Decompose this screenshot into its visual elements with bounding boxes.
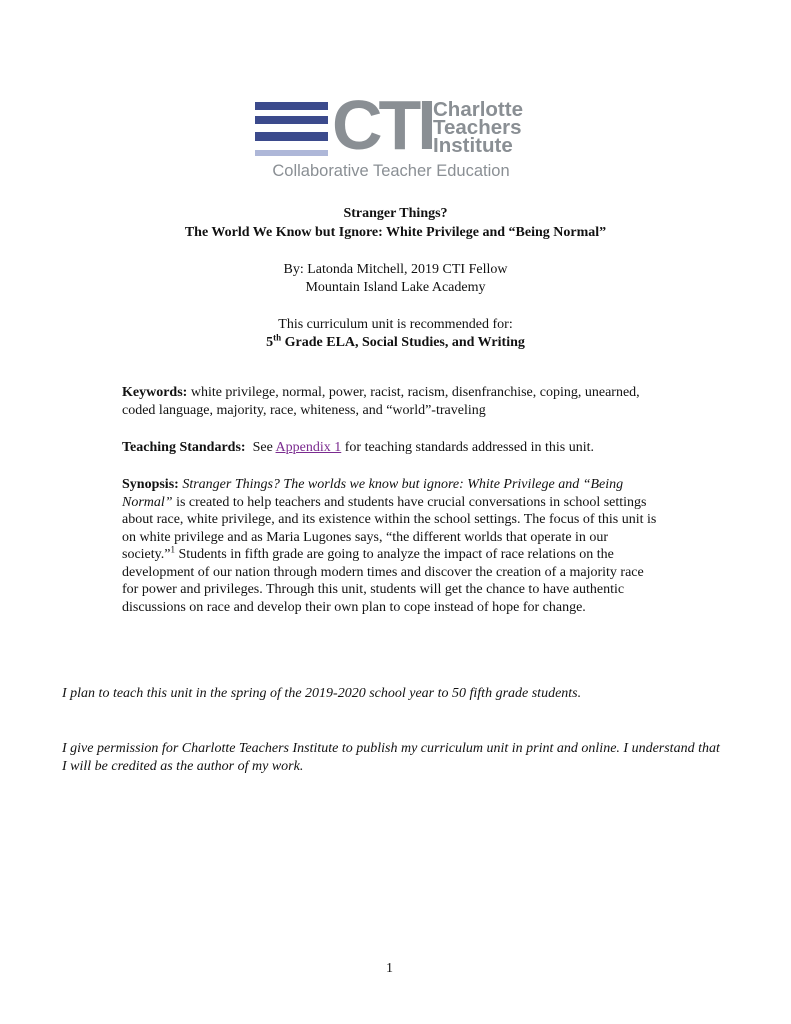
logo-word-teachers: Teachers [433,116,522,139]
title-line-1: Stranger Things? [343,206,448,221]
page-number: 1 [386,961,393,976]
keywords-text: white privilege, normal, power, racist, racism, disenfranchise, coping, unearned, coded language, majority, race, whiteness, and “world”-traveling [122,385,640,418]
keywords-label: Keywords: [122,385,188,400]
recommendation-intro: This curriculum unit is recommended for: [278,317,513,332]
keywords-paragraph [122,384,662,419]
standards-pre: See [245,440,276,455]
logo-stripe [255,116,328,124]
synopsis-text-1: is created to help teachers and students have crucial conversations in school settings about race, white privilege, and its existence within the school settings. The focus of this unit is on white privilege and as Maria Lugones says, “the different worlds that operate in our society.” [122,494,657,562]
logo-word-institute: Institute [433,134,513,157]
standards-label: Teaching Standards: [122,440,246,455]
logo-tagline: Collaborative Teacher Education [272,162,510,180]
logo-wordmark [433,98,523,157]
logo-word-charlotte: Charlotte [433,98,523,121]
synopsis-label: Synopsis: [122,477,179,492]
permission-statement: I give permission for Charlotte Teachers Institute to publish my curriculum unit in print and online. I understand that I will be credited as the author of my work. [62,741,720,774]
logo-stripe [255,102,328,110]
appendix-link[interactable]: Appendix 1 [275,440,342,455]
footnote-marker[interactable]: 1 [170,544,175,555]
grade-number: 5 [266,335,274,350]
synopsis-paragraph [122,476,662,616]
logo-letters: CTI [332,86,433,164]
logo-stripe [255,150,328,156]
cti-logo [255,86,545,184]
synopsis-text-2: Students in fifth grade are going to analyze the impact of race relations on the development of our nation through modern times and discover the creation of a majority race for power and privileges. Through this unit, students will get the chance to have authentic discussions on race and develop their own plan to cope instead of hope for change. [122,547,644,615]
synopsis-title: Stranger Things? The worlds we know but ignore: White Privilege and “Being Normal” [122,477,624,510]
standards-post: for teaching standards addressed in this unit. [341,440,594,455]
standards-paragraph [122,439,662,457]
recommendation-grades [0,332,791,351]
logo-stripe [255,132,328,141]
author-byline: By: Latonda Mitchell, 2019 CTI Fellow [283,262,508,277]
grade-suffix: th [273,332,282,343]
title-line-2: The World We Know but Ignore: White Privilege and “Being Normal” [184,225,607,240]
plan-statement: I plan to teach this unit in the spring of the 2019-2020 school year to 50 fifth grade students. [62,686,582,701]
grade-subjects: Grade ELA, Social Studies, and Writing [281,335,525,350]
author-school: Mountain Island Lake Academy [305,280,486,295]
